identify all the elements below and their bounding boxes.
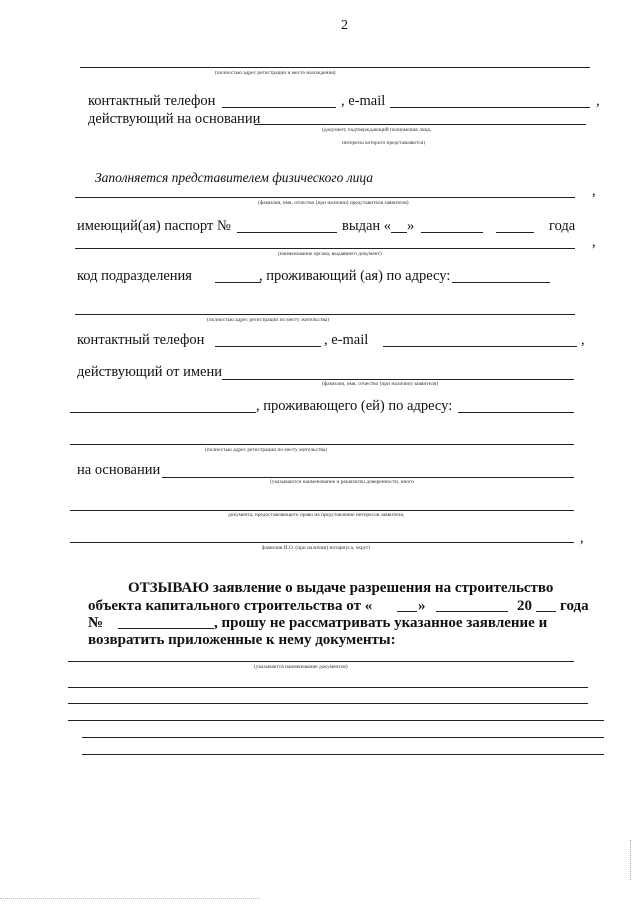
withdraw-line-2d: года xyxy=(560,598,589,614)
notary-hint: фамилия И.О. (при наличии) нотариуса, округ) xyxy=(262,545,371,551)
poa-field-continued[interactable] xyxy=(70,510,574,511)
issuer-hint: (наименование органа, выдавшего документ) xyxy=(278,251,382,257)
passport-number-field[interactable] xyxy=(237,232,337,233)
issued-day-field[interactable] xyxy=(391,232,407,233)
residing-address-field[interactable] xyxy=(452,282,550,283)
documents-field-3[interactable] xyxy=(68,703,588,704)
residence2-address-field[interactable] xyxy=(70,444,574,445)
applicant-name-hint: (фамилия, имя, отчество (при наличии) заявителя) xyxy=(322,381,438,387)
phone-field-1[interactable] xyxy=(222,107,336,108)
comma-3: , xyxy=(592,234,596,250)
withdraw-day-field[interactable] xyxy=(397,611,417,612)
withdraw-line-2b: » xyxy=(418,598,426,614)
documents-hint: (указывается наименование документов) xyxy=(254,664,348,670)
residence2-hint: (полностью адрес регистрации по месту жительства) xyxy=(205,447,327,453)
year-label: года xyxy=(549,218,576,234)
comma-4: , xyxy=(581,332,585,348)
issued-label: выдан « xyxy=(342,218,392,234)
address-line-top[interactable] xyxy=(80,67,590,68)
withdraw-line-4: возвратить приложенные к нему документы: xyxy=(88,632,396,648)
withdraw-line-2c: 20 xyxy=(517,598,532,614)
residing-label: , проживающий (ая) по адресу: xyxy=(259,268,451,284)
documents-field-2[interactable] xyxy=(68,687,588,688)
division-code-field[interactable] xyxy=(215,282,261,283)
email-field-1[interactable] xyxy=(390,107,590,108)
acting-name-label: действующий от имени xyxy=(77,364,222,380)
residence-address-field[interactable] xyxy=(75,314,575,315)
email-field-2[interactable] xyxy=(383,346,577,347)
residing2-label: , проживающего (ей) по адресу: xyxy=(256,398,453,414)
withdraw-year-field[interactable] xyxy=(536,611,556,612)
documents-field-1[interactable] xyxy=(68,661,574,662)
issuer-field[interactable] xyxy=(75,248,575,249)
withdraw-line-3b: , прошу не рассматривать указанное заявление и xyxy=(214,615,548,631)
acting-basis-label: действующий на основании xyxy=(88,111,261,127)
power-of-attorney-field[interactable] xyxy=(162,477,574,478)
on-basis-label: на основании xyxy=(77,462,161,478)
representative-name-field[interactable] xyxy=(75,197,575,198)
documents-field-6[interactable] xyxy=(82,754,604,755)
withdraw-number-field[interactable] xyxy=(118,628,214,629)
applicant-name-field[interactable] xyxy=(222,379,574,380)
page-number: 2 xyxy=(341,18,348,33)
residence-hint: (полностью адрес регистрации по месту жительства) xyxy=(207,317,329,323)
address-hint-top: (полностью адрес регистрации и место нахождения) xyxy=(215,70,336,76)
passport-label: имеющий(ая) паспорт № xyxy=(77,218,231,234)
doc-right-hint: документа, предоставляющего право на представление интересов заявителя, xyxy=(228,512,405,518)
phone-field-2[interactable] xyxy=(215,346,321,347)
acting-basis-field[interactable] xyxy=(254,124,586,125)
representative-name-hint: (фамилия, имя, отчество (при наличии) представителя заявителя) xyxy=(258,200,409,206)
comma-5: , xyxy=(580,530,584,546)
issued-month-field[interactable] xyxy=(421,232,483,233)
contact-phone-label-2: контактный телефон xyxy=(77,332,205,348)
division-code-label: код подразделения xyxy=(77,268,192,284)
documents-field-4[interactable] xyxy=(68,720,604,721)
documents-field-5[interactable] xyxy=(82,737,604,738)
doc-hint-2: интересы которого представляются) xyxy=(342,140,426,146)
scan-bottom-mark xyxy=(0,898,260,899)
withdraw-month-field[interactable] xyxy=(436,611,508,612)
poa-hint: (указываются наименование и реквизиты доверенности, иного xyxy=(270,479,414,485)
withdraw-line-1: ОТЗЫВАЮ заявление о выдаче разрешения на строительство xyxy=(128,580,554,596)
scan-edge-mark xyxy=(630,840,631,880)
comma-2: , xyxy=(592,183,596,199)
withdraw-line-3a: № xyxy=(88,615,104,631)
email-label-1: , e-mail xyxy=(341,93,386,109)
comma-1: , xyxy=(596,93,600,109)
section-title: Заполняется представителем физического лица xyxy=(95,170,374,185)
applicant-field-continued[interactable] xyxy=(70,412,256,413)
contact-phone-label-1: контактный телефон xyxy=(88,93,216,109)
email-label-2: , e-mail xyxy=(324,332,369,348)
issued-label-close: » xyxy=(407,218,415,234)
doc-hint-1: (документ, подтверждающий полномочия лица, xyxy=(322,127,432,133)
residing2-address-field[interactable] xyxy=(458,412,574,413)
withdraw-line-2a: объекта капитального строительства от « xyxy=(88,598,373,614)
issued-year-field[interactable] xyxy=(496,232,534,233)
notary-field[interactable] xyxy=(70,542,574,543)
